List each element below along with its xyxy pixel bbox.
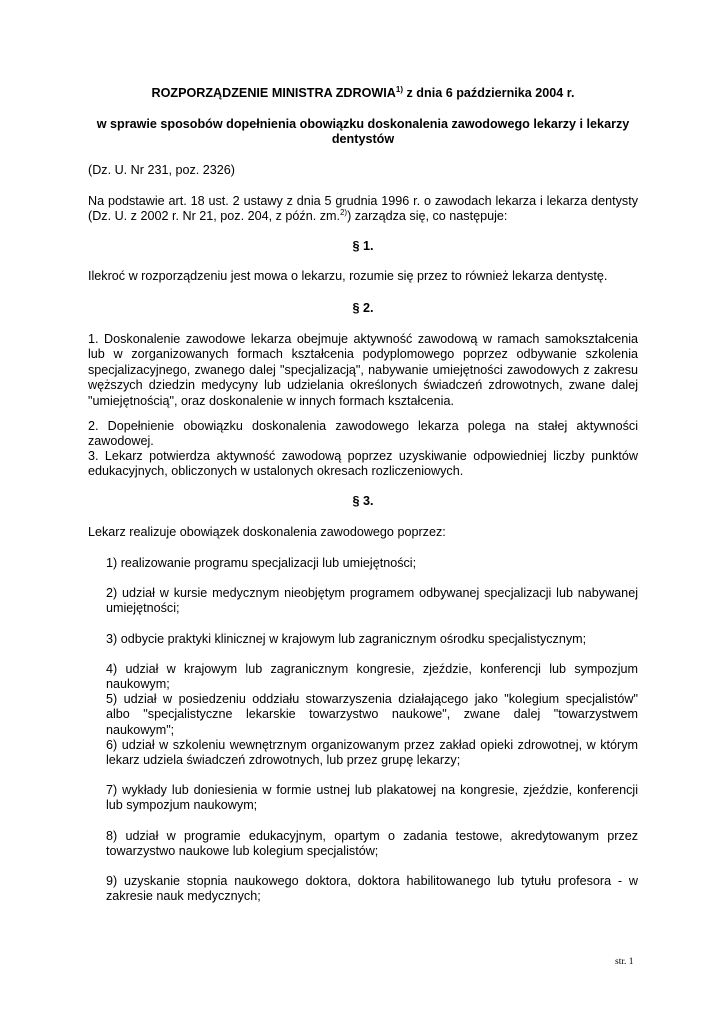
section-2-heading: § 2. xyxy=(352,301,374,315)
section-3-heading: § 3. xyxy=(352,494,374,508)
legal-basis-end: ) zarządza się, co następuje: xyxy=(347,209,508,224)
list-item-4: 4) udział w krajowym lub zagranicznym kongresie, zjeździe, konferencji lub sympozjum naukowym; xyxy=(106,662,638,692)
list-item-7: 7) wykłady lub doniesienia w formie ustnej lub plakatowej na kongresie, zjeździe, konferencji lub sympozjum naukowym; xyxy=(106,783,638,813)
section-2-paragraph-3: 3. Lekarz potwierdza aktywność zawodową poprzez uzyskiwanie odpowiedniej liczby punktów edukacyjnych, obliczonych w ustalonych okresach rozliczeniowych. xyxy=(88,449,638,479)
list-item-8: 8) udział w programie edukacyjnym, opartym o zadania testowe, akredytowanym przez towarzystwo naukowe lub kolegium specjalistów; xyxy=(106,829,638,859)
list-item-2: 2) udział w kursie medycznym nieobjętym programem odbywanej specjalizacji lub nabywanej umiejętności; xyxy=(106,586,638,616)
section-1-heading: § 1. xyxy=(352,239,374,253)
section-2-paragraph-2: 2. Dopełnienie obowiązku doskonalenia zawodowego lekarza polega na stałej aktywności zawodowej. xyxy=(88,419,638,449)
section-1-text: Ilekroć w rozporządzeniu jest mowa o lekarzu, rozumie się przez to również lekarza dentystę. xyxy=(88,269,608,283)
section-3-intro: Lekarz realizuje obowiązek doskonalenia zawodowego poprzez: xyxy=(88,525,446,539)
section-2-paragraph-1: 1. Doskonalenie zawodowe lekarza obejmuje aktywność zawodową w ramach samokształcenia lub w zorganizowanych formach kształcenia podyplomowego poprzez odbywanie szkolenia specjalizacyjnego, zwanego dalej "specjalizacją", nabywanie umiejętności zawodowych z zakresu węższych dziedzin medycyny lub udzielania określonych świadczeń zdrowotnych, zwane dalej "umiejętnością", oraz doskonalenie w innych formach kształcenia. xyxy=(88,332,638,408)
legal-basis-text: Na podstawie art. 18 ust. 2 ustawy z dnia 5 grudnia 1996 r. o zawodach lekarza i lekarza dentysty (Dz. U. z 2002 r. Nr 21, poz. 204, z późn. zm. xyxy=(88,194,638,224)
basis-footnote-marker: 2) xyxy=(339,208,348,218)
list-item-5: 5) udział w posiedzeniu oddziału stowarzyszenia działającego jako "kolegium specjalistów" albo "specjalistyczne lekarskie towarzystwo naukowe", zwane dalej "towarzystwem naukowym"; xyxy=(106,692,638,737)
list-item-1: 1) realizowanie programu specjalizacji lub umiejętności; xyxy=(106,556,417,570)
list-item-9: 9) uzyskanie stopnia naukowego doktora, doktora habilitowanego lub tytułu profesora - w zakresie nauk medycznych; xyxy=(106,874,638,904)
title-date: z dnia 6 października 2004 r. xyxy=(403,86,575,100)
publication-reference: (Dz. U. Nr 231, poz. 2326) xyxy=(88,163,235,177)
page-number: str. 1 xyxy=(615,957,634,967)
legal-basis xyxy=(88,194,638,225)
title-main: ROZPORZĄDZENIE MINISTRA ZDROWIA xyxy=(151,86,396,100)
document-subtitle: w sprawie sposobów dopełnienia obowiązku doskonalenia zawodowego lekarzy i lekarzy dentystów xyxy=(96,117,630,147)
title-footnote-marker: 1) xyxy=(395,84,404,94)
list-item-3: 3) odbycie praktyki klinicznej w krajowym lub zagranicznym ośrodku specjalistycznym; xyxy=(106,632,587,646)
list-item-6: 6) udział w szkoleniu wewnętrznym organizowanym przez zakład opieki zdrowotnej, w którym lekarz udziela świadczeń zdrowotnych, lub przez grupę lekarzy; xyxy=(106,738,638,768)
document-title xyxy=(88,86,638,101)
